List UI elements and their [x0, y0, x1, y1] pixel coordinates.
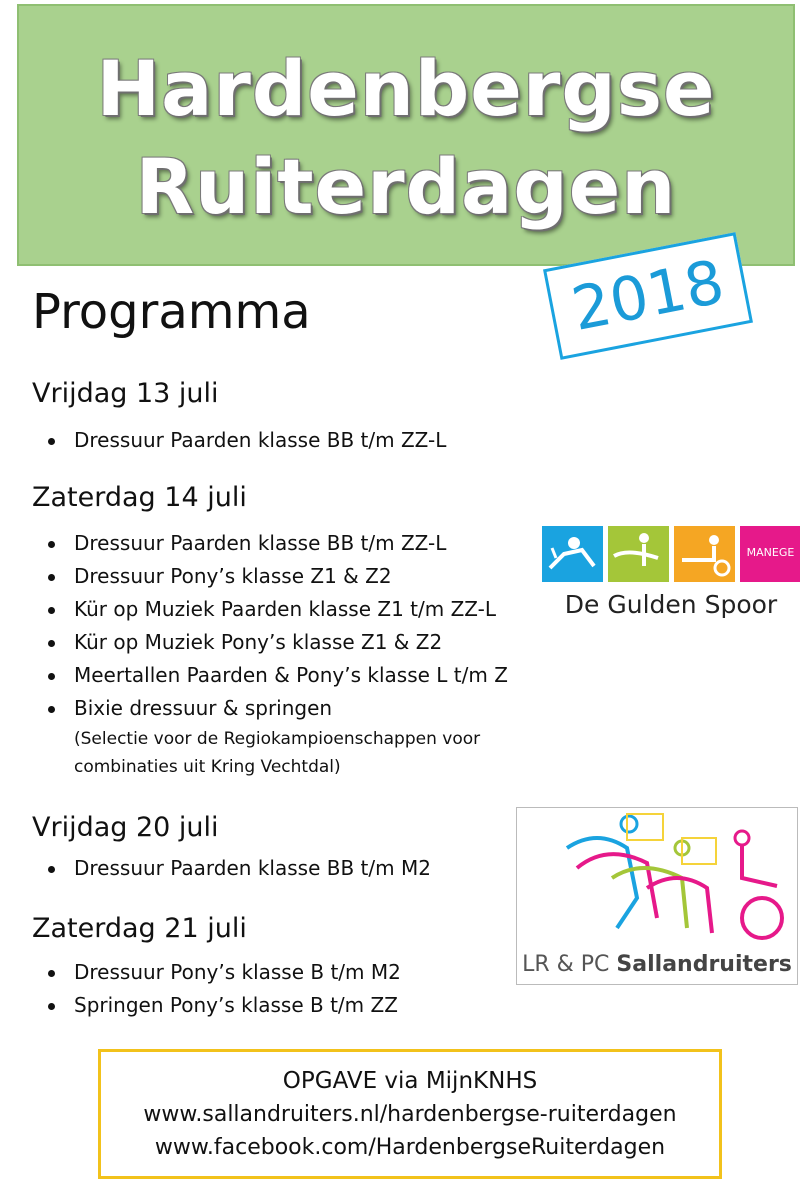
gulden-spoor-name: De Gulden Spoor	[564, 590, 778, 619]
list-item: Kür op Muziek Paarden klasse Z1 t/m ZZ-L	[40, 593, 508, 626]
year-text: 2018	[566, 247, 730, 345]
sallandruiters-name	[517, 952, 797, 977]
dressage-tile-icon	[542, 526, 603, 582]
manege-tile	[740, 526, 800, 582]
manege-label: MANEGE	[746, 546, 795, 559]
facebook-link[interactable]: www.facebook.com/HardenbergseRuiterdagen	[154, 1135, 666, 1160]
list-item: Kür op Muziek Pony’s klasse Z1 & Z2	[40, 626, 508, 659]
selection-note-line1: (Selectie voor de Regiokampioenschappen voor	[74, 729, 481, 749]
website-link[interactable]: www.sallandruiters.nl/hardenbergse-ruiterdagen	[143, 1102, 677, 1127]
horses-riders-icon	[517, 808, 797, 948]
gulden-spoor-logo	[542, 526, 800, 622]
day-heading-1: Vrijdag 13 juli	[32, 378, 219, 409]
list-item: Dressuur Pony’s klasse Z1 & Z2	[40, 560, 508, 593]
registration-box	[98, 1049, 722, 1179]
day-1-list	[40, 424, 446, 457]
list-item: Dressuur Pony’s klasse B t/m M2	[40, 956, 401, 989]
sallandruiters-label: Sallandruiters	[616, 952, 792, 977]
list-item: Springen Pony’s klasse B t/m ZZ	[40, 989, 401, 1022]
list-item: Meertallen Paarden & Pony’s klasse L t/m Z	[40, 659, 508, 692]
day-3-list	[40, 852, 431, 885]
carriage-tile-icon	[674, 526, 735, 582]
day-4-list	[40, 956, 401, 1022]
day-heading-4: Zaterdag 21 juli	[32, 913, 247, 944]
day-heading-2: Zaterdag 14 juli	[32, 482, 247, 513]
day-2-list	[40, 527, 508, 781]
list-item: Dressuur Paarden klasse BB t/m M2	[40, 852, 431, 885]
list-item: Dressuur Paarden klasse BB t/m ZZ-L	[40, 527, 508, 560]
event-title-line2: Ruiterdagen	[135, 142, 677, 231]
sallandruiters-prefix: LR & PC	[522, 952, 610, 977]
header-banner	[17, 4, 795, 266]
list-item: Bixie dressuur & springen	[40, 692, 508, 725]
registration-title: OPGAVE via MijnKNHS	[282, 1068, 538, 1094]
selection-note-line2: combinaties uit Kring Vechtdal)	[74, 757, 341, 777]
program-title: Programma	[32, 284, 311, 340]
day-heading-3: Vrijdag 20 juli	[32, 812, 219, 843]
rider-tile-icon	[608, 526, 669, 582]
sallandruiters-logo	[516, 807, 798, 985]
event-title-line1: Hardenbergse	[96, 44, 716, 133]
list-item: Dressuur Paarden klasse BB t/m ZZ-L	[40, 424, 446, 457]
